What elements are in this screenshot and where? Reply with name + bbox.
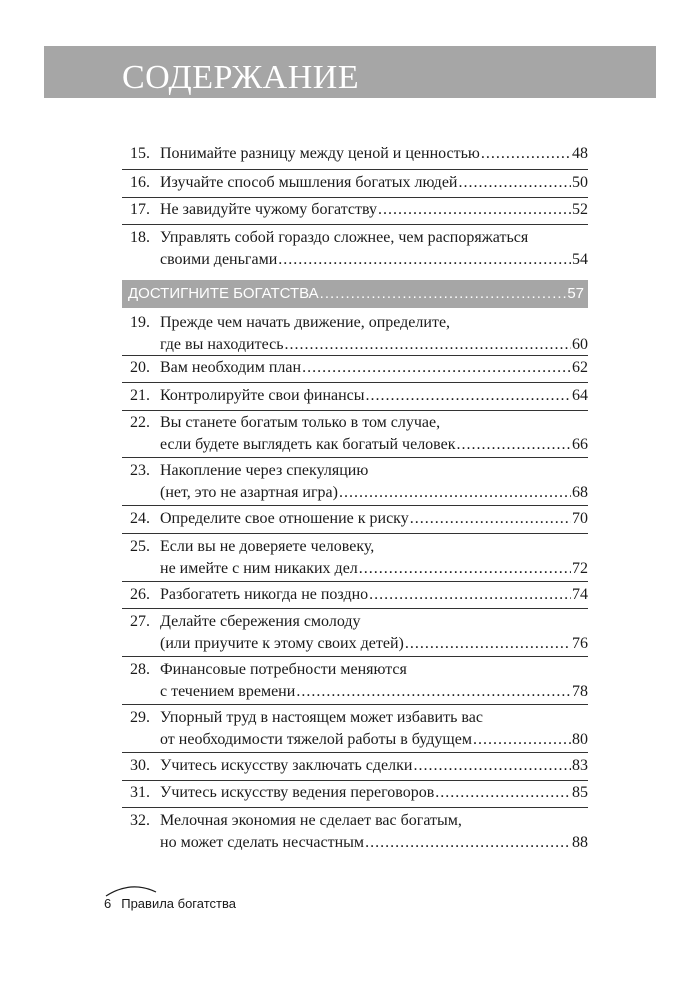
dot-leader (481, 143, 571, 165)
toc-entry-title-cont: (нет, это не азартная игра) (160, 484, 338, 501)
toc-entry-number: 19. (130, 314, 150, 331)
section-title: ДОСТИГНИТЕ БОГАТСТВА (128, 285, 319, 302)
divider (122, 608, 588, 609)
toc-entry-title: Прежде чем начать движение, определите, (160, 314, 451, 331)
dot-leader (405, 633, 571, 655)
toc-entry-title-cont: своими деньгами (160, 251, 278, 268)
toc-entry-number: 22. (130, 414, 150, 431)
toc-entry-title-cont: если будете выглядеть как богатый человек (160, 436, 456, 453)
divider (122, 169, 588, 170)
dot-leader (296, 681, 571, 703)
divider (122, 656, 588, 657)
divider (122, 457, 588, 458)
dot-leader (410, 508, 571, 530)
toc-entry-number: 16. (130, 174, 150, 191)
dot-leader (435, 782, 571, 804)
dot-leader (359, 558, 571, 580)
toc-entry-title: Определите свое отношение к риску (160, 510, 409, 527)
toc-entry-title-cont: (или приучите к этому своих детей) (160, 635, 404, 652)
toc-entry-number: 32. (130, 812, 150, 829)
toc-entry-title: Не завидуйте чужому богатству (160, 201, 377, 218)
toc-entry-page: 66 (572, 436, 588, 453)
dot-leader (458, 172, 571, 194)
divider (122, 752, 588, 753)
dot-leader (365, 832, 571, 854)
toc-entry-number: 15. (130, 145, 150, 162)
toc-entry-title: Если вы не доверяете человеку, (160, 538, 375, 555)
toc-entry-page: 78 (572, 683, 588, 700)
toc-entry-number: 18. (130, 229, 150, 246)
dot-leader (378, 199, 571, 221)
toc-entry-number: 17. (130, 201, 150, 218)
toc-entry-number: 29. (130, 709, 150, 726)
divider (122, 410, 588, 411)
footer-book-title: Правила богатства (121, 896, 236, 911)
page-footer (104, 896, 236, 912)
toc-entry-title: Управлять собой гораздо сложнее, чем распоряжаться (160, 229, 529, 246)
toc-entry-page: 85 (572, 784, 588, 801)
toc-entry-number: 26. (130, 586, 150, 603)
toc-entry-title: Мелочная экономия не сделает вас богатым, (160, 812, 462, 829)
divider (122, 355, 588, 356)
divider (122, 382, 588, 383)
toc-entry-title: Учитесь искусству ведения переговоров (160, 784, 435, 801)
dot-leader (473, 729, 571, 751)
divider (122, 581, 588, 582)
section-page: 57 (567, 285, 584, 302)
dot-leader (366, 385, 571, 407)
toc-entry-title: Накопление через спекуляцию (160, 462, 369, 479)
dot-leader (339, 482, 571, 504)
toc-entry-page: 74 (572, 586, 588, 603)
toc-entry-title: Разбогатеть никогда не поздно (160, 586, 369, 603)
toc-entry-title-cont: с течением времени (160, 683, 296, 700)
toc-entry-page: 70 (572, 510, 588, 527)
divider (122, 197, 588, 198)
toc-entry-page: 52 (572, 201, 588, 218)
footer-page-number: 6 (104, 896, 112, 911)
toc-entry-title: Учитесь искусству заключать сделки (160, 757, 413, 774)
toc-entry-title: Вы станете богатым только в том случае, (160, 414, 441, 431)
dot-leader (278, 249, 571, 271)
toc-entry-number: 24. (130, 510, 150, 527)
dot-leader (302, 357, 571, 379)
toc-entry-title: Делайте сбережения смолоду (160, 613, 361, 630)
toc-entry-page: 64 (572, 387, 588, 404)
divider (122, 505, 588, 506)
toc-entry-number: 28. (130, 661, 150, 678)
toc-entry-page: 83 (572, 757, 588, 774)
toc-entry-page: 62 (572, 359, 588, 376)
dot-leader (457, 434, 571, 456)
toc-entry-number: 21. (130, 387, 150, 404)
toc-entry-title: Вам необходим план (160, 359, 302, 376)
divider (122, 780, 588, 781)
toc-entry-number: 30. (130, 757, 150, 774)
divider (122, 807, 588, 808)
dot-leader (320, 280, 567, 308)
toc-entry-number: 27. (130, 613, 150, 630)
toc-entry-page: 48 (572, 145, 588, 162)
toc-entry-title-cont: от необходимости тяжелой работы в будущем (160, 731, 472, 748)
toc-entry-page: 60 (572, 336, 588, 353)
toc-entry-title: Упорный труд в настоящем может избавить вас (160, 709, 483, 726)
toc-entry-title: Контролируйте свои финансы (160, 387, 365, 404)
toc-entry-title: Финансовые потребности меняются (160, 661, 407, 678)
toc-entry-title-cont: но может сделать несчастным (160, 834, 365, 851)
divider (122, 224, 588, 225)
page-title: СОДЕРЖАНИЕ (122, 59, 360, 96)
toc-entry-number: 31. (130, 784, 150, 801)
toc-entry-page: 68 (572, 484, 588, 501)
toc-entry-title-cont: не имейте с ним никаких дел (160, 560, 358, 577)
toc-entry-page: 72 (572, 560, 588, 577)
toc-entry-title: Понимайте разницу между ценой и ценностью (160, 145, 480, 162)
toc-entry-number: 25. (130, 538, 150, 555)
section-heading[interactable] (122, 280, 588, 308)
toc-entry-page: 50 (572, 174, 588, 191)
toc-entry-page: 54 (572, 251, 588, 268)
dot-leader (285, 334, 572, 356)
divider (122, 704, 588, 705)
dot-leader (413, 755, 571, 777)
divider (122, 533, 588, 534)
toc-entry-number: 23. (130, 462, 150, 479)
toc-entry-page: 76 (572, 635, 588, 652)
toc-entry-number: 20. (130, 359, 150, 376)
dot-leader (369, 584, 571, 606)
toc-entry-title: Изучайте способ мышления богатых людей (160, 174, 458, 191)
toc-entry-page: 88 (572, 834, 588, 851)
toc-entry-page: 80 (572, 731, 588, 748)
toc-entry-title-cont: где вы находитесь (160, 336, 284, 353)
